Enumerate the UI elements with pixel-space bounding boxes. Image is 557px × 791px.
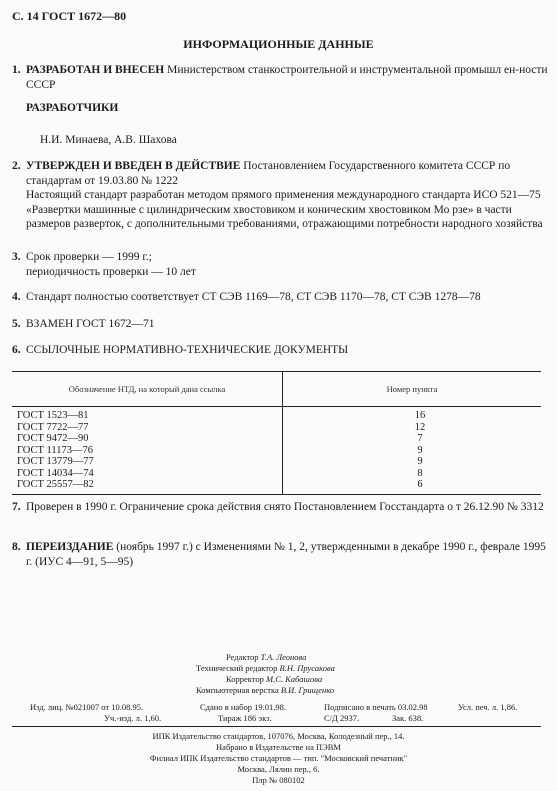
developers-names: Н.И. Минаева, А.В. Шахова	[40, 134, 177, 146]
item-text: (ноябрь 1997 г.) с Изменениями № 1, 2, утвержденными в декабре 1990 г., феврале 1995 г. (ИУС 4—91, 5—95)	[26, 541, 546, 568]
item-text: Постановлением Государственного комитета СССР по стандартам от 19.03.80 № 1222	[26, 160, 511, 187]
table-row	[12, 456, 541, 468]
imprint-line: ИПК Издательство стандартов, 107076, Москва, Колодезный пер., 14.	[152, 731, 405, 741]
item-5	[12, 317, 552, 332]
cell-document: ГОСТ 9472—90	[12, 433, 283, 445]
table-row	[12, 433, 541, 445]
item-text: Стандарт полностью соответствует СТ СЭВ 1169—78, СТ СЭВ 1170—78, СТ СЭВ 1278—78	[26, 291, 481, 303]
item-number: 7.	[12, 501, 21, 513]
cell-document: ГОСТ 25557—82	[12, 479, 283, 494]
credit-corrector: Корректор М.С. Кабашова	[226, 674, 323, 684]
cell-point: 8	[417, 467, 423, 479]
item-text: Проверен в 1990 г. Ограничение срока действия снято Постановлением Госстандарта о т 26.12.90 № 3312	[26, 501, 544, 513]
references-table	[12, 371, 541, 495]
cell-point: 7	[417, 433, 423, 445]
page-title: ИНФОРМАЦИОННЫЕ ДАННЫЕ	[183, 37, 374, 51]
credit-tech-editor: Технический редактор В.Н. Прусакова	[196, 663, 335, 673]
item-number: 2.	[12, 160, 21, 172]
cell-point: 9	[417, 456, 423, 468]
item-6	[12, 343, 552, 358]
item-3	[12, 250, 552, 279]
pub-sent: Сдано в набор 19.01.98.	[200, 702, 286, 712]
item-number: 4.	[12, 291, 21, 303]
item-number: 6.	[12, 344, 21, 356]
running-head: С. 14 ГОСТ 1672—80	[12, 9, 127, 23]
cell-point: 12	[414, 421, 426, 433]
table-row	[12, 479, 541, 494]
table-header-row	[12, 372, 541, 407]
item-lead: ПЕРЕИЗДАНИЕ	[26, 541, 114, 553]
item-text: ВЗАМЕН ГОСТ 1672—71	[26, 318, 155, 330]
pub-copies: Тираж 186 экз.	[218, 713, 272, 723]
editorial-credits	[196, 652, 396, 696]
table-row	[12, 468, 541, 480]
table-row	[12, 407, 541, 422]
item-text: Министерством станкостроительной и инструментальной промышл ен-ности СССР	[26, 64, 548, 91]
pub-signed: Подписано в печать 03.02.98	[324, 702, 428, 712]
item-text: ССЫЛОЧНЫЕ НОРМАТИВНО-ТЕХНИЧЕСКИЕ ДОКУМЕНТЫ	[26, 344, 349, 356]
credit-editor: Редактор Т.А. Леонова	[226, 652, 307, 662]
cell-document: ГОСТ 7722—77	[12, 422, 283, 434]
imprint-line: Москва, Лялин пер., 6.	[237, 764, 320, 774]
item-line: Срок проверки — 1999 г.;	[26, 251, 152, 263]
item-number: 5.	[12, 318, 21, 330]
pub-license: Изд. лиц. №021007 от 10.08.95.	[30, 702, 144, 712]
cell-point: 9	[417, 444, 423, 456]
credit-layout: Компьютерная верстка В.И. Грищенко	[196, 685, 335, 695]
cell-document: ГОСТ 13779—77	[12, 456, 283, 468]
item-line: периодичность проверки — 10 лет	[26, 265, 196, 278]
item-number: 3.	[12, 251, 21, 263]
pub-edu-sheets: Уч.-изд. л. 1,60.	[104, 713, 162, 723]
item-lead: РАЗРАБОТАН И ВНЕСЕН	[26, 64, 165, 76]
item-lead: УТВЕРЖДЕН И ВВЕДЕН В ДЕЙСТВИЕ	[26, 160, 241, 172]
developers-heading: РАЗРАБОТЧИКИ	[26, 102, 119, 114]
cell-point: 6	[283, 479, 542, 494]
item-4	[12, 290, 552, 305]
item-1	[12, 63, 552, 92]
divider	[12, 726, 541, 727]
table-body	[12, 407, 541, 495]
pub-print-sheets: Усл. печ. л. 1,86.	[458, 702, 518, 712]
column-header-point: Номер пункта	[283, 372, 542, 407]
cell-document: ГОСТ 11173—76	[12, 445, 283, 457]
cell-document: ГОСТ 14034—74	[12, 468, 283, 480]
column-header-document: Обозначение НТД, на который дана ссылка	[12, 372, 283, 407]
item-number: 1.	[12, 64, 21, 76]
table-row	[12, 445, 541, 457]
imprint-line: Набрано в Издательстве на ПЭВМ	[216, 742, 341, 752]
item-7	[12, 500, 552, 515]
pub-sd: С/Д 2937.	[324, 713, 360, 723]
item-2	[12, 159, 552, 232]
table-row	[12, 422, 541, 434]
imprint-line: Плр № 080102	[252, 775, 305, 785]
item-8	[12, 540, 552, 569]
cell-point: 16	[414, 410, 426, 422]
item-extra: Настоящий стандарт разработан методом прямого применения международного стандарта ИСО 521—75 «Развертки машинные с цилиндрическим хвостовиком и коническим хвостовиком Мо рзе» в части размеров разверток, с дополнительными требованиями, отражающими потребности народного хозяйства	[26, 189, 543, 230]
cell-document: ГОСТ 1523—81	[12, 407, 283, 422]
pub-order: Зак. 638.	[392, 713, 424, 723]
imprint-line: Филиал ИПК Издательство стандартов — тип. "Московский печатник"	[149, 753, 408, 763]
item-number: 8.	[12, 541, 21, 553]
